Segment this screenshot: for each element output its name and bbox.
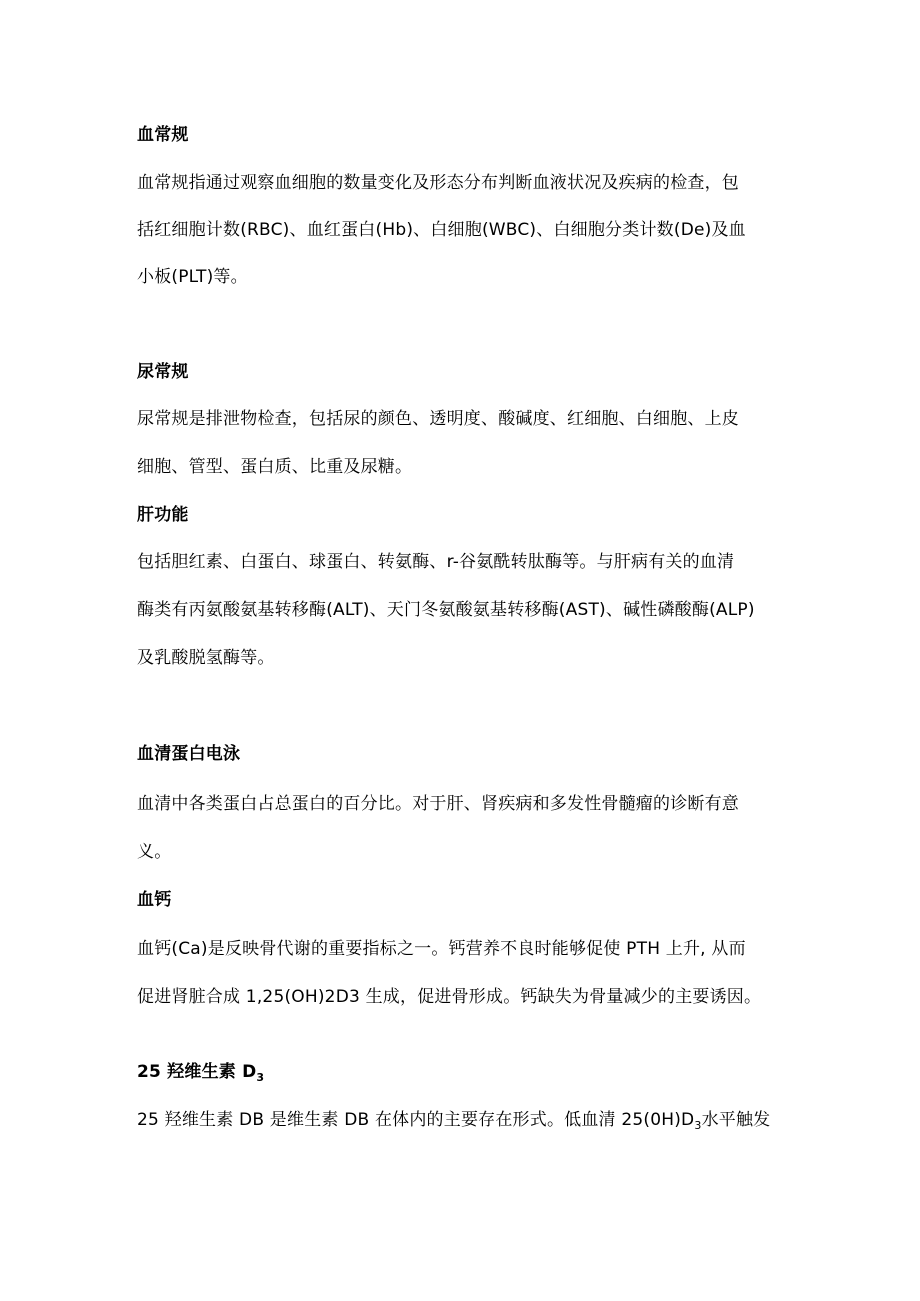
paragraph-line: 促进肾脏合成 1,25(OH)2D3 生成，促进骨形成。钙缺失为骨量减少的主要诱因。 — [137, 987, 762, 1007]
paragraph-line: 包括胆红素、白蛋白、球蛋白、转氨酶、r-谷氨酰转肽酶等。与肝病有关的血清 — [137, 552, 735, 572]
section-heading-blood-calcium: 血钙 — [137, 890, 172, 910]
section-heading-blood-routine: 血常规 — [137, 125, 189, 145]
paragraph-line: 小板(PLT)等。 — [137, 267, 248, 287]
paragraph-line: 尿常规是排泄物检查，包括尿的颜色、透明度、酸碱度、红细胞、白细胞、上皮 — [137, 409, 739, 429]
heading-subscript: 3 — [256, 1071, 265, 1084]
paragraph-line: 血钙(Ca)是反映骨代谢的重要指标之一。钙营养不良时能够促使 PTH 上升, 从而 — [137, 939, 746, 959]
paragraph-line: 括红细胞计数(RBC)、血红蛋白(Hb)、白细胞(WBC)、白细胞分类计数(De)及血 — [137, 220, 746, 240]
paragraph-line: 及乳酸脱氢酶等。 — [137, 648, 275, 668]
paragraph-line: 细胞、管型、蛋白质、比重及尿糖。 — [137, 457, 413, 477]
paragraph-line — [137, 1108, 770, 1138]
paragraph-line: 血常规指通过观察血细胞的数量变化及形态分布判断血液状况及疾病的检查，包 — [137, 173, 739, 193]
section-heading-vitamin-d3 — [137, 1060, 264, 1090]
line-text: 水平触发 — [701, 1110, 771, 1130]
paragraph-line: 酶类有丙氨酸氨基转移酶(ALT)、天门冬氨酸氨基转移酶(AST)、碱性磷酸酶(ALP) — [137, 600, 755, 620]
line-text: 25 羟维生素 DB 是维生素 DB 在体内的主要存在形式。低血清 25(0H)D — [137, 1110, 695, 1130]
section-heading-serum-protein-electrophoresis: 血清蛋白电泳 — [137, 744, 241, 764]
section-heading-liver-function: 肝功能 — [137, 505, 189, 525]
paragraph-line: 血清中各类蛋白占总蛋白的百分比。对于肝、肾疾病和多发性骨髓瘤的诊断有意 — [137, 794, 739, 814]
heading-text: 25 羟维生素 D — [137, 1062, 257, 1082]
line-subscript: 3 — [694, 1119, 702, 1132]
section-heading-urine-routine: 尿常规 — [137, 362, 189, 382]
paragraph-line: 义。 — [137, 842, 172, 862]
